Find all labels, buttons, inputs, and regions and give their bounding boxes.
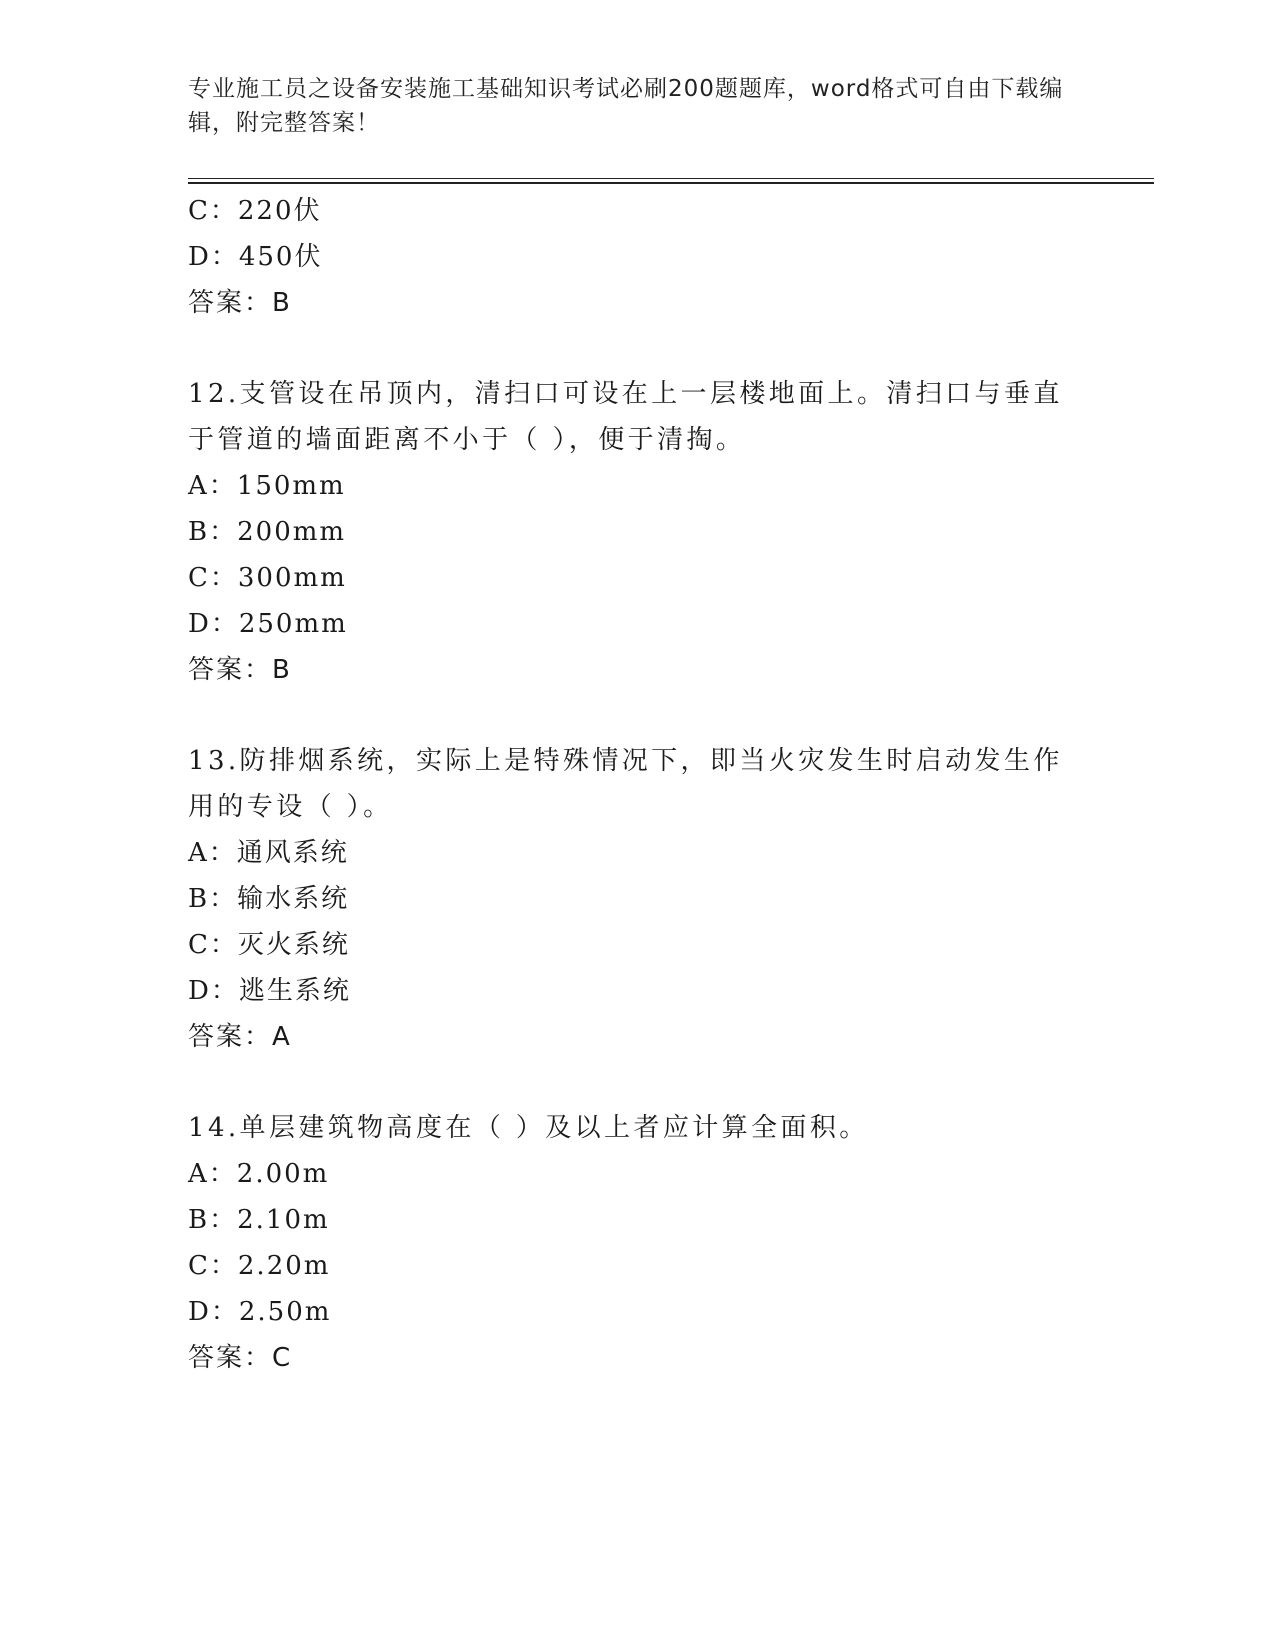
answer-line: 答案：B: [188, 655, 292, 685]
option-d: D：2.50m: [188, 1297, 332, 1327]
option-a: A：通风系统: [188, 838, 349, 868]
question-stem: 14.单层建筑物高度在（ ）及以上者应计算全面积。: [188, 1113, 869, 1143]
option-c: C：300mm: [188, 563, 347, 593]
question-12: [188, 371, 1088, 693]
question-separator: [188, 693, 1088, 738]
question-stem: 13.防排烟系统，实际上是特殊情况下，即当火灾发生时启动发生作用的专设（ ）。: [188, 746, 1063, 822]
question-continued: [188, 188, 1088, 326]
option-d: D：250mm: [188, 609, 348, 639]
question-stem: 12.支管设在吊顶内，清扫口可设在上一层楼地面上。清扫口与垂直于管道的墙面距离不小于（ ），便于清掏。: [188, 379, 1063, 455]
header-divider-thin: [188, 178, 1154, 179]
question-separator: [188, 326, 1088, 371]
document-header: 专业施工员之设备安装施工基础知识考试必刷200题题库，word格式可自由下载编辑，附完整答案！: [188, 76, 1064, 136]
option-b: B：200mm: [188, 517, 347, 547]
option-d: D：450伏: [188, 242, 323, 272]
option-d: D：逃生系统: [188, 976, 351, 1006]
option-a: A：150mm: [188, 471, 346, 501]
question-list: [188, 188, 1088, 1381]
answer-line: 答案：B: [188, 288, 292, 318]
question-separator: [188, 1060, 1088, 1105]
option-c: C：220伏: [188, 196, 322, 226]
answer-line: 答案：A: [188, 1022, 292, 1052]
question-13: [188, 738, 1088, 1060]
option-b: B：2.10m: [188, 1205, 330, 1235]
option-b: B：输水系统: [188, 884, 350, 914]
option-c: C：2.20m: [188, 1251, 331, 1281]
option-c: C：灭火系统: [188, 930, 350, 960]
question-14: [188, 1105, 1088, 1381]
answer-line: 答案：C: [188, 1343, 293, 1373]
option-a: A：2.00m: [188, 1159, 330, 1189]
header-divider-thick: [188, 182, 1154, 184]
